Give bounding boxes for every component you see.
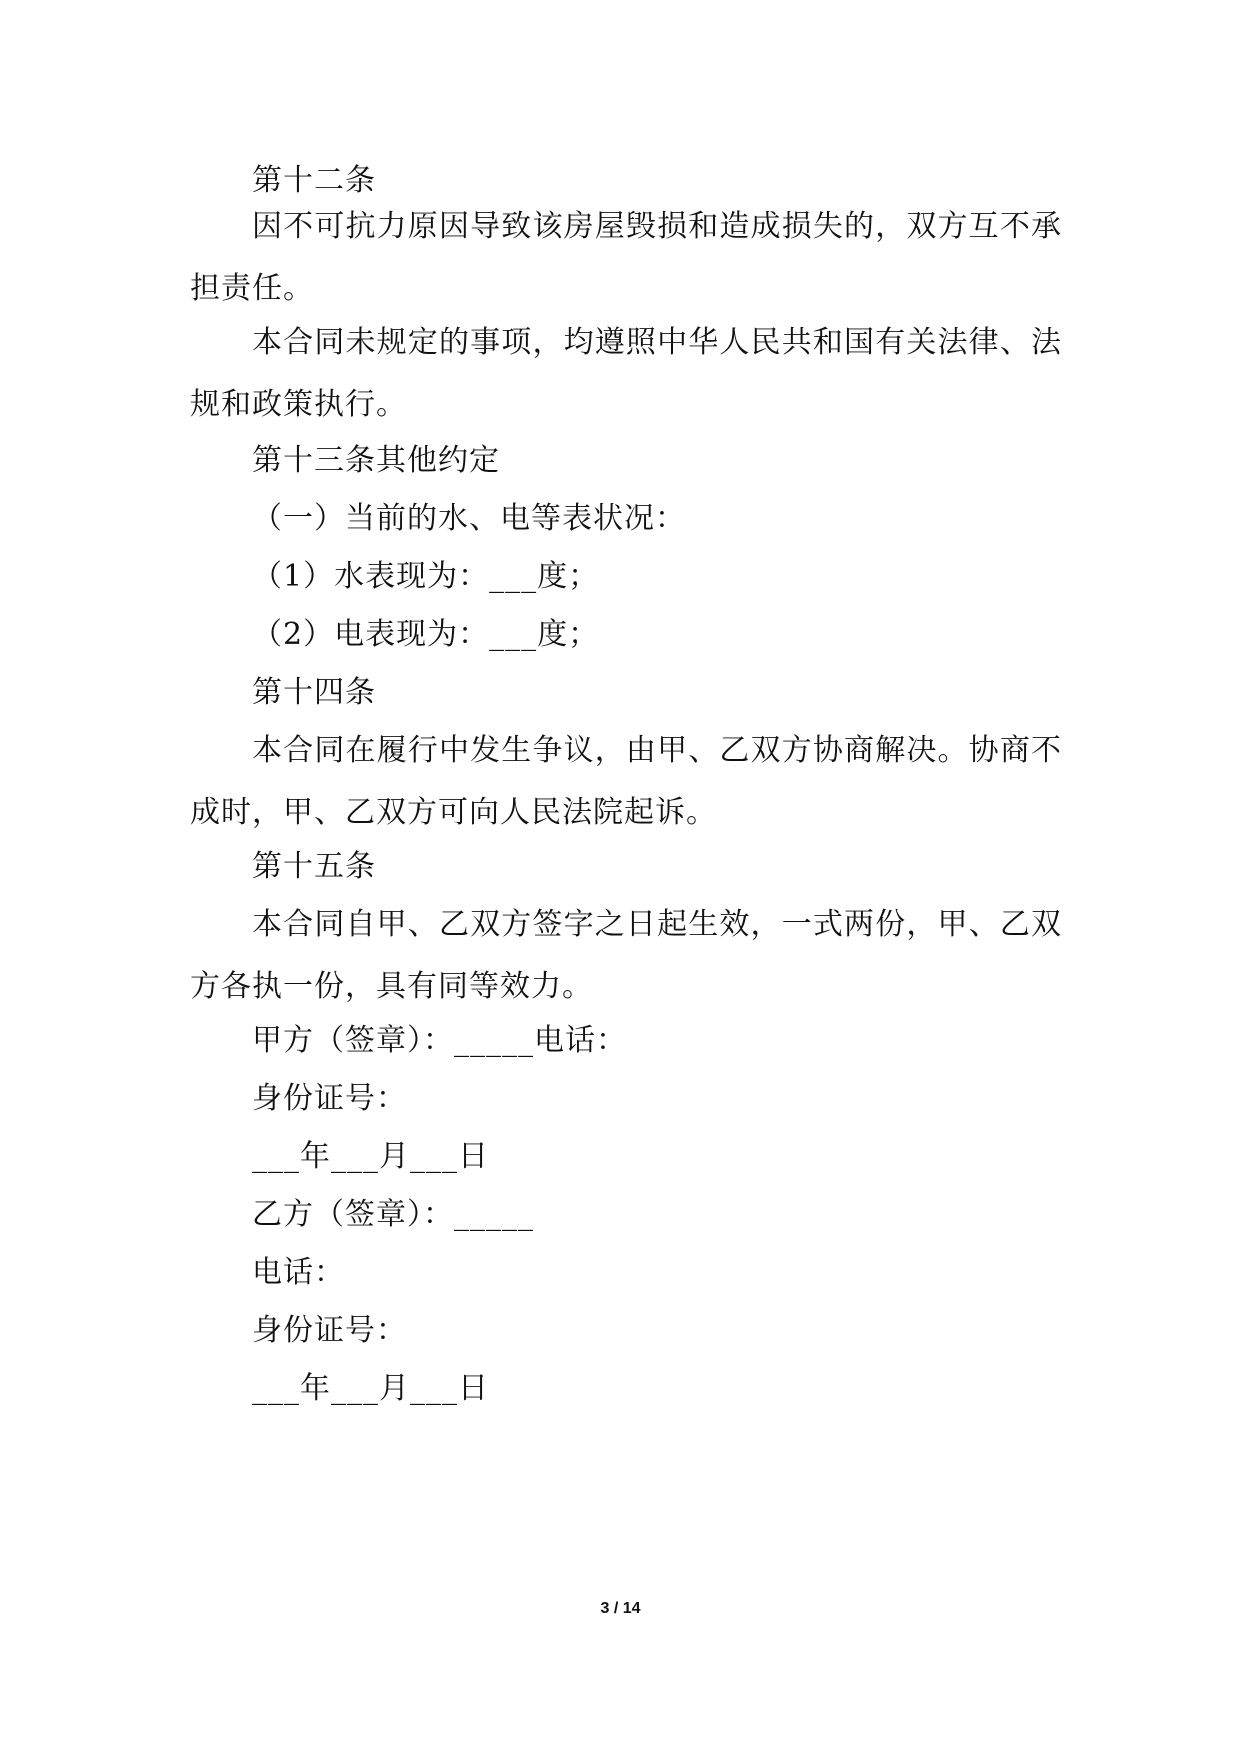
- article-14-heading: 第十四条: [252, 675, 376, 710]
- party-a-id-number: 身份证号：: [252, 1081, 407, 1116]
- party-b-id-number: 身份证号：: [252, 1313, 407, 1348]
- article-15-heading: 第十五条: [252, 849, 376, 884]
- party-b-phone: 电话：: [252, 1255, 345, 1290]
- electric-meter-reading: （2）电表现为：___度；: [252, 617, 600, 652]
- party-b-date: ___年___月___日: [252, 1371, 489, 1406]
- article-14-dispute-resolution: 本合同在履行中发生争议，由甲、乙双方协商解决。协商不成时，甲、乙双方可向人民法院起诉。: [190, 733, 1062, 830]
- party-a-signature-phone: 甲方（签章）：_____电话：: [252, 1023, 627, 1058]
- article-12-applicable-law: 本合同未规定的事项，均遵照中华人民共和国有关法律、法规和政策执行。: [190, 325, 1062, 422]
- article-12-heading: 第十二条: [252, 163, 376, 198]
- meter-status-heading: （一）当前的水、电等表状况：: [252, 501, 686, 536]
- party-a-date: ___年___月___日: [252, 1139, 489, 1174]
- page-indicator: 3 / 14: [600, 1600, 641, 1617]
- article-15-effectiveness: 本合同自甲、乙双方签字之日起生效，一式两份，甲、乙双方各执一份，具有同等效力。: [190, 907, 1062, 1004]
- article-12-force-majeure: 因不可抗力原因导致该房屋毁损和造成损失的，双方互不承担责任。: [190, 209, 1062, 306]
- water-meter-reading: （1）水表现为：___度；: [252, 559, 600, 594]
- article-13-heading: 第十三条其他约定: [252, 443, 500, 478]
- party-b-signature: 乙方（签章）：_____: [252, 1197, 534, 1232]
